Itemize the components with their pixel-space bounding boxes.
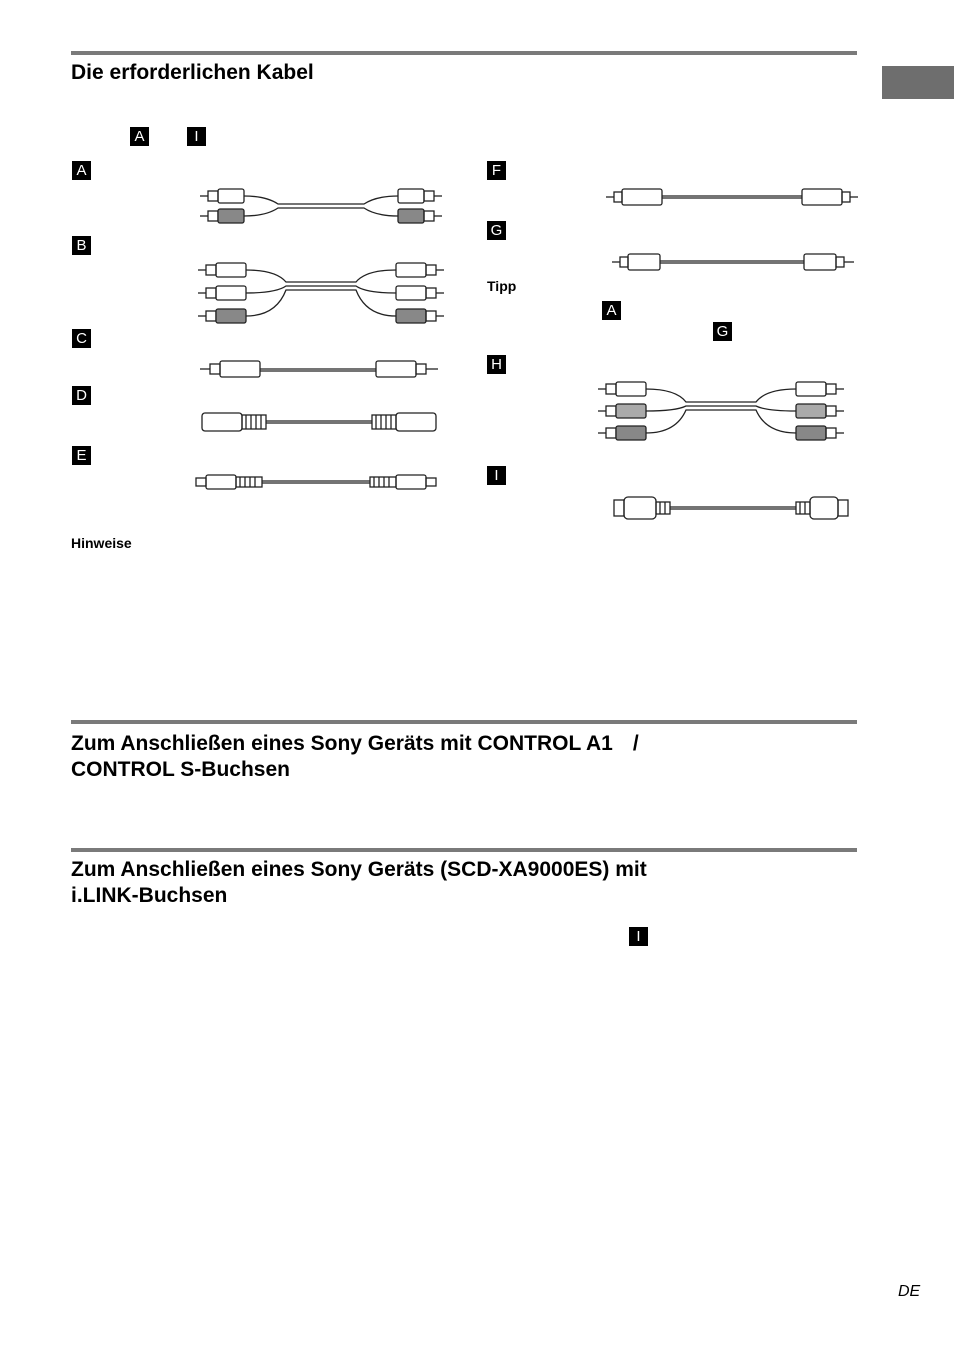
- side-tab: [882, 66, 954, 99]
- notes-heading: Hinweise: [71, 535, 132, 551]
- section-rule: [71, 848, 857, 852]
- three-way-audio-video-cable-illustration: [196, 260, 446, 326]
- mono-audio-cable-illustration: [196, 356, 446, 382]
- section-title-line: CONTROL S-Buchsen: [71, 758, 290, 781]
- range-badge-from: A: [130, 127, 149, 146]
- s-video-cable-illustration: [196, 409, 446, 435]
- section-title-slash: /: [632, 732, 639, 755]
- section-title: Die erforderlichen Kabel: [71, 61, 314, 84]
- cable-letter-h: H: [487, 355, 506, 374]
- cable-letter-d: D: [72, 386, 91, 405]
- component-video-cable-illustration: [596, 378, 846, 444]
- range-badge-to: I: [187, 127, 206, 146]
- ilink-ref-badge: I: [629, 927, 648, 946]
- cable-letter-f: F: [487, 161, 506, 180]
- section-title: [71, 731, 639, 783]
- tip-heading: Tipp: [487, 278, 517, 294]
- section-title-line: Zum Anschließen eines Sony Geräts (SCD-XA9000ES) mit: [71, 858, 647, 881]
- coaxial-digital-cable-illustration: [604, 185, 860, 209]
- cable-letter-e: E: [72, 446, 91, 465]
- cable-letter-b: B: [72, 236, 91, 255]
- ilink-cable-illustration: [610, 494, 856, 522]
- section-title: [71, 857, 647, 909]
- page-language-label: DE: [898, 1283, 921, 1300]
- cable-letter-g: G: [487, 221, 506, 240]
- cable-letter-i: I: [487, 466, 506, 485]
- optical-digital-cable-illustration: [194, 470, 448, 494]
- section-rule: [71, 720, 857, 724]
- section-rule: [71, 51, 857, 55]
- cable-letter-a: A: [72, 161, 91, 180]
- section-title-line: i.LINK-Buchsen: [71, 884, 228, 907]
- cable-letter-c: C: [72, 329, 91, 348]
- video-cable-illustration: [610, 250, 856, 274]
- tip-ref-a: A: [602, 301, 621, 320]
- tip-ref-g: G: [713, 322, 732, 341]
- stereo-audio-cable-illustration: [196, 186, 446, 230]
- section-title-line: Zum Anschließen eines Sony Geräts mit CONTROL A1: [71, 732, 613, 755]
